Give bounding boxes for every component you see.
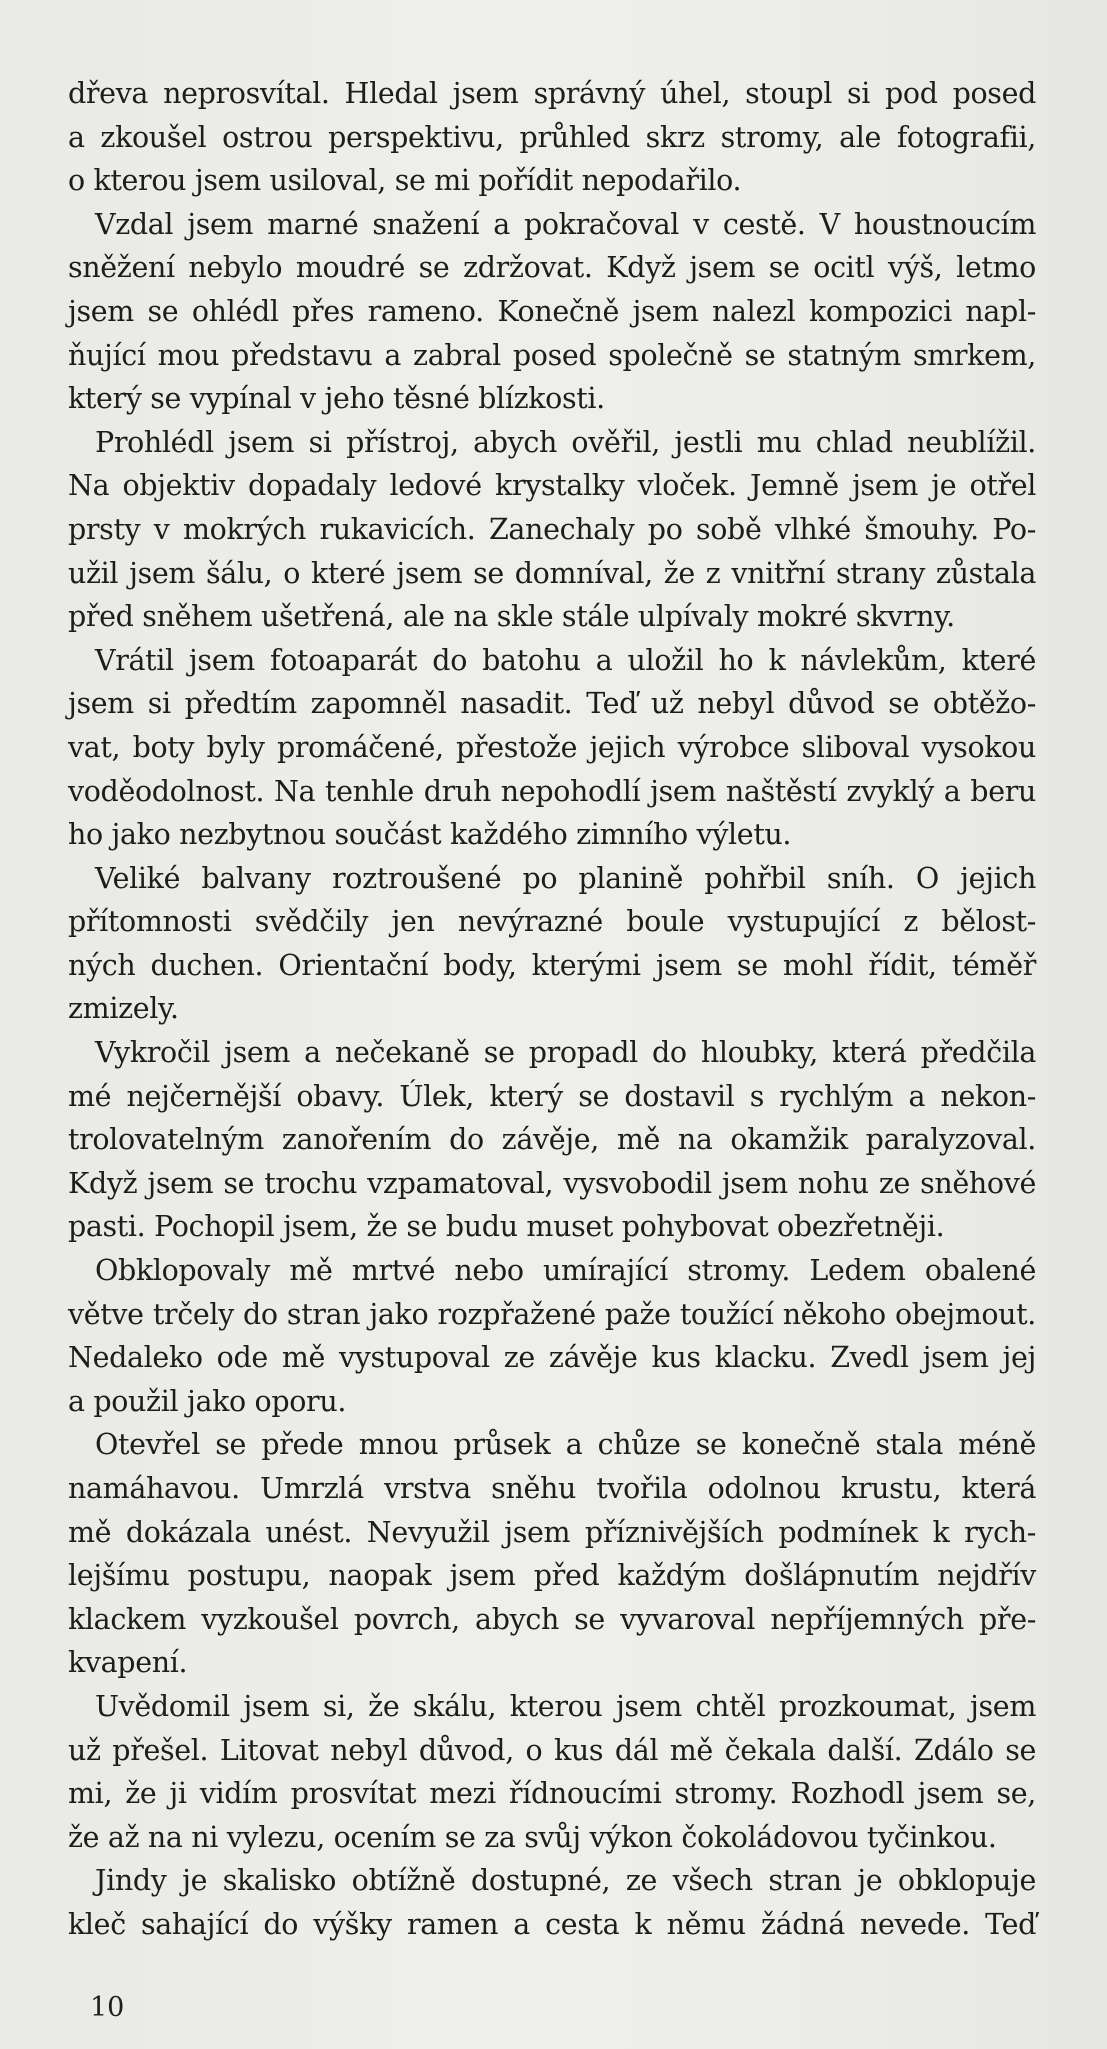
text-line: Nedaleko ode mě vystupoval ze závěje kus klacku. Zvedl jsem jej — [68, 1341, 1036, 1375]
text-line: který se vypínal v jeho těsné blízkosti. — [68, 382, 605, 416]
text-line: že až na ni vylezu, ocením se za svůj výkon čokoládovou tyčinkou. — [68, 1820, 997, 1854]
text-line: mé nejčernější obavy. Úlek, který se dostavil s rychlým a nekon- — [68, 1079, 1036, 1113]
text-line: trolovatelným zanořením do závěje, mě na okamžik paralyzoval. — [68, 1123, 1036, 1157]
body-text — [68, 72, 1036, 1947]
text-line: namáhavou. Umrzlá vrstva sněhu tvořila odolnou krustu, která — [68, 1472, 1036, 1505]
page-number: 10 — [90, 1992, 125, 2023]
text-line: větve trčely do stran jako rozpřažené paže toužící někoho obejmout. — [68, 1297, 1036, 1331]
text-line: Na objektiv dopadaly ledové krystalky vloček. Jemně jsem je otřel — [68, 469, 1036, 503]
text-line: před sněhem ušetřená, ale na skle stále ulpívaly mokré skvrny. — [68, 600, 955, 634]
text-line: mi, že ji vidím prosvítat mezi řídnoucími stromy. Rozhodl jsem se, — [68, 1777, 1036, 1811]
text-line: Vrátil jsem fotoaparát do batohu a uložil ho k návlekům, které — [95, 643, 1036, 677]
text-line: ho jako nezbytnou součást každého zimního výletu. — [68, 818, 792, 852]
text-line: dřeva neprosvítal. Hledal jsem správný úhel, stoupl si pod posed — [68, 77, 1036, 110]
text-line: Když jsem se trochu vzpamatoval, vysvobodil jsem nohu ze sněhové — [68, 1166, 1036, 1200]
text-line: Obklopovaly mě mrtvé nebo umírající stromy. Ledem obalené — [95, 1254, 1036, 1288]
text-line: jsem se ohlédl přes rameno. Konečně jsem nalezl kompozici napl- — [68, 294, 1036, 328]
text-line: přítomnosti svědčily jen nevýrazné boule vystupující z bělost- — [68, 905, 1036, 939]
text-line: už přešel. Litovat nebyl důvod, o kus dál mě čekala další. Zdálo se — [68, 1733, 1036, 1767]
text-line: Jindy je skalisko obtížně dostupné, ze všech stran je obklopuje — [95, 1864, 1036, 1898]
text-line: zmizely. — [68, 992, 179, 1026]
text-line: a použil jako oporu. — [68, 1384, 347, 1418]
text-line: Veliké balvany roztroušené po planině pohřbil sníh. O jejich — [95, 861, 1036, 895]
text-line: pasti. Pochopil jsem, že se budu muset pohybovat obezřetněji. — [68, 1210, 945, 1244]
text-line: lejšímu postupu, naopak jsem před každým došlápnutím nejdřív — [68, 1559, 1036, 1593]
text-line: a zkoušel ostrou perspektivu, průhled skrz stromy, ale fotografii, — [68, 120, 1036, 154]
text-line: Vzdal jsem marné snažení a pokračoval v cestě. V houstnoucím — [95, 207, 1036, 241]
text-line: o kterou jsem usiloval, se mi pořídit nepodařilo. — [68, 164, 742, 198]
text-line: ných duchen. Orientační body, kterými jsem se mohl řídit, téměř — [68, 948, 1036, 982]
text-line: voděodolnost. Na tenhle druh nepohodlí jsem naštěstí zvyklý a beru — [68, 774, 1036, 808]
text-line: sněžení nebylo moudré se zdržovat. Když jsem se ocitl výš, letmo — [68, 251, 1036, 285]
text-line: mě dokázala unést. Nevyužil jsem příznivějších podmínek k rych- — [68, 1515, 1036, 1549]
text-line: kvapení. — [68, 1646, 188, 1680]
text-line: ňující mou představu a zabral posed společně se statným smrkem, — [68, 338, 1036, 372]
text-line: jsem si předtím zapomněl nasadit. Teď už nebyl důvod se obtěžo- — [68, 687, 1036, 721]
text-line: prsty v mokrých rukavicích. Zanechaly po sobě vlhké šmouhy. Po- — [68, 512, 1036, 546]
text-line: klackem vyzkoušel povrch, abych se vyvaroval nepříjemných pře- — [68, 1602, 1036, 1636]
text-line: Uvědomil jsem si, že skálu, kterou jsem chtěl prozkoumat, jsem — [95, 1689, 1036, 1723]
text-line: Vykročil jsem a nečekaně se propadl do hloubky, která předčila — [95, 1036, 1036, 1070]
text-line: kleč sahající do výšky ramen a cesta k němu žádná nevede. Teď — [68, 1907, 1036, 1941]
text-line: užil jsem šálu, o které jsem se domníval, že z vnitřní strany zůstala — [68, 556, 1036, 590]
text-line: Prohlédl jsem si přístroj, abych ověřil, jestli mu chlad neublížil. — [95, 425, 1036, 459]
text-line: vat, boty byly promáčené, přestože jejich výrobce sliboval vysokou — [68, 730, 1036, 764]
text-line: Otevřel se přede mnou průsek a chůze se konečně stala méně — [95, 1428, 1036, 1462]
